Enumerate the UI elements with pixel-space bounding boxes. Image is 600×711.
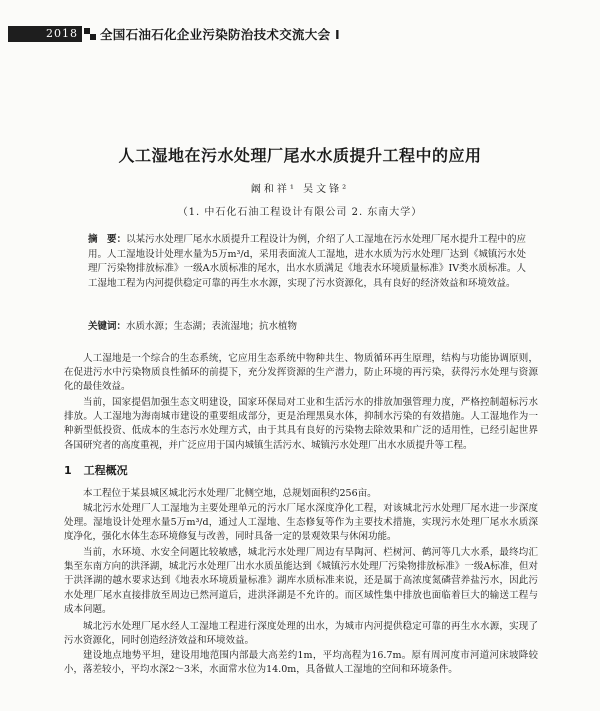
- section-heading-1: [64, 462, 140, 478]
- header-conference-title: 全国石油石化企业污染防治技术交流大会 I: [100, 27, 341, 42]
- section-number: 1: [64, 464, 72, 477]
- abstract-text: 以某污水处理厂尾水水质提升工程设计为例，介绍了人工湿地在污水处理厂尾水提升工程中的应用。人工湿地设计处理水量为5万m³/d，采用表面流人工湿地，进水水质为污水处理厂达到《城镇污水处理厂污染物排放标准》一级A水质标准的尾水，出水水质满足《地表水环境质量标准》IV类水质标准。人工湿地工程为内河提供稳定可靠的再生水水源，实现了污水资源化，具有良好的经济效益和环境效益。: [88, 234, 526, 289]
- section1-paragraph-1: 本工程位于某县城区城北污水处理厂北侧空地，总规划面积约256亩。: [83, 488, 377, 499]
- keywords-label: 关键词：: [88, 321, 127, 332]
- section1-paragraph-4: 城北污水处理厂尾水经人工湿地工程进行深度处理的出水，为城市内河提供稳定可靠的再生水水源，实现了污水资源化，同时创造经济效益和环境效益。: [64, 621, 538, 647]
- section1-paragraph-5: 建设地点地势平坦，建设用地范围内部最大高差约1m，平均高程为16.7m。原有周河度市河道河床坡降较小，落差较小，平均水深2～3米，水面常水位为14.0m，具备做人工湿地的空间和环境条件。: [64, 650, 538, 676]
- running-header: [0, 20, 600, 50]
- paper-authors: 阚和祥¹ 吴文锋²: [250, 184, 350, 195]
- abstract: [88, 233, 526, 291]
- header-marker-icon: [84, 28, 96, 40]
- paper-title: 人工湿地在污水处理厂尾水水质提升工程中的应用: [118, 146, 482, 165]
- header-year: 2018: [8, 26, 82, 42]
- section1-paragraph-2: 城北污水处理厂人工湿地为主要处理单元的污水厂尾水深度净化工程，对该城北污水处理厂尾水进一步深度处理。湿地设计处理水量5万m³/d，通过人工湿地、生态修复等作为主要技术措施，实现污水处理厂尾水水质深度净化，强化水体生态环境修复与改善，同时具备一定的景观效果与休闲功能。: [64, 503, 538, 543]
- paper-affiliations: （1. 中石化石油工程设计有限公司 2. 东南大学）: [177, 207, 423, 218]
- keywords: [88, 320, 526, 334]
- intro-paragraph-1: 人工湿地是一个综合的生态系统，它应用生态系统中物种共生、物质循环再生原理，结构与功能协调原则，在促进污水中污染物质良性循环的前提下，充分发挥资源的生产潜力，防止环境的再污染，获得污水处理与资源化的最佳效益。: [64, 353, 538, 393]
- abstract-label: 摘 要：: [88, 234, 127, 245]
- intro-paragraph-2: 当前，国家提倡加强生态文明建设，国家环保局对工业和生活污水的排放加强管理力度，严格控制超标污水排放。人工湿地为海南城市建设的重要组成部分，更是治理黑臭水体，抑制水污染的有效措施。人工湿地作为一种新型低投资、低成本的生态污水处理方式，由于其具有良好的污染物去除效果和广泛的适用性，已经引起世界各国研究者的高度重视，并广泛应用于国内城镇生活污水、城镇污水处理厂出水水质提升等工程。: [64, 397, 538, 451]
- keywords-text: 水质水源；生态湖；表流湿地；抗水植物: [126, 321, 298, 332]
- section1-paragraph-3: 当前，水环境、水安全问题比较敏感，城北污水处理厂周边有旱陶河、栏树河、鹤河等几大水系，最终均汇集至东南方向的洪泽湖，城北污水处理厂出水水质虽能达到《城镇污水处理厂污染物排放标准》一级A标准，但对于洪泽湖的越水要求达到《地表水环境质量标准》湖库水质标准来说，还是属于高浓度氮磷营养盐污水，因此污水处理厂尾水直接排放至周边已然河道后，进洪泽湖是不允许的。而区域性集中排放也面临着巨大的输送工程与成本问题。: [64, 547, 538, 615]
- section-title: 工程概况: [83, 464, 128, 477]
